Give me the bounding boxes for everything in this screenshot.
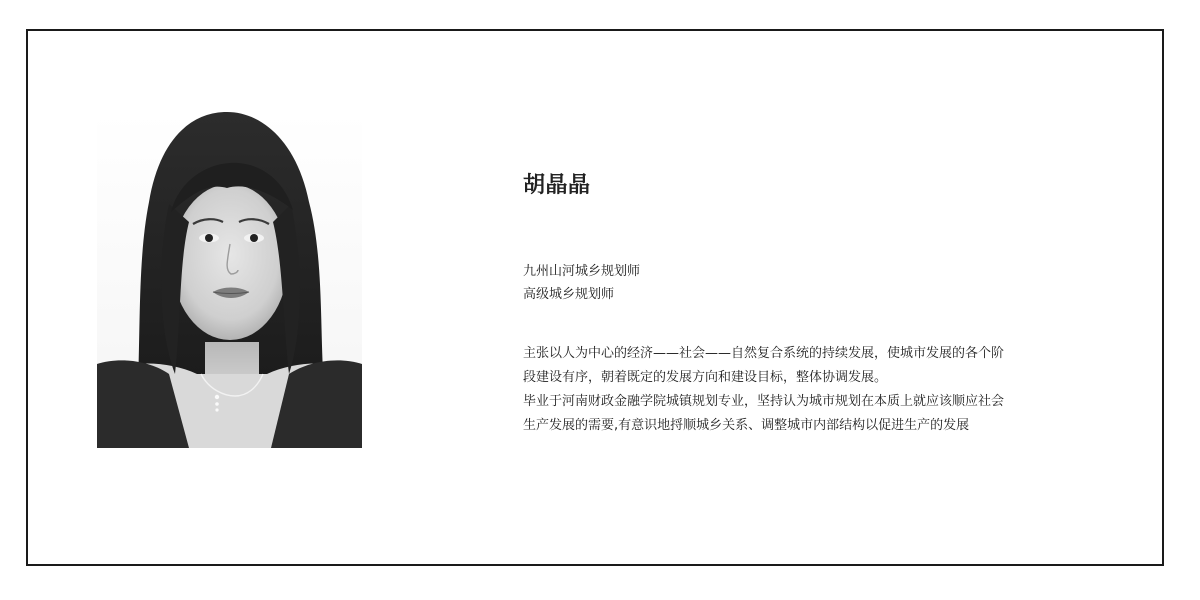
person-name: 胡晶晶 [523,173,591,198]
person-bio [523,342,1063,438]
portrait-photo [97,112,362,448]
title-line: 高级城乡规划师 [523,287,615,302]
bio-line: 毕业于河南财政金融学院城镇规划专业，坚持认为城市规划在本质上就应该顺应社会 [523,394,1005,409]
title-line: 九州山河城乡规划师 [523,264,641,279]
person-titles [523,260,640,306]
bio-line: 生产发展的需要,有意识地捋顺城乡关系、调整城市内部结构以促进生产的发展 [523,418,970,433]
bio-line: 段建设有序，朝着既定的发展方向和建设目标，整体协调发展。 [523,370,888,385]
bio-line: 主张以人为中心的经济——社会——自然复合系统的持续发展，使城市发展的各个阶 [523,346,1005,361]
